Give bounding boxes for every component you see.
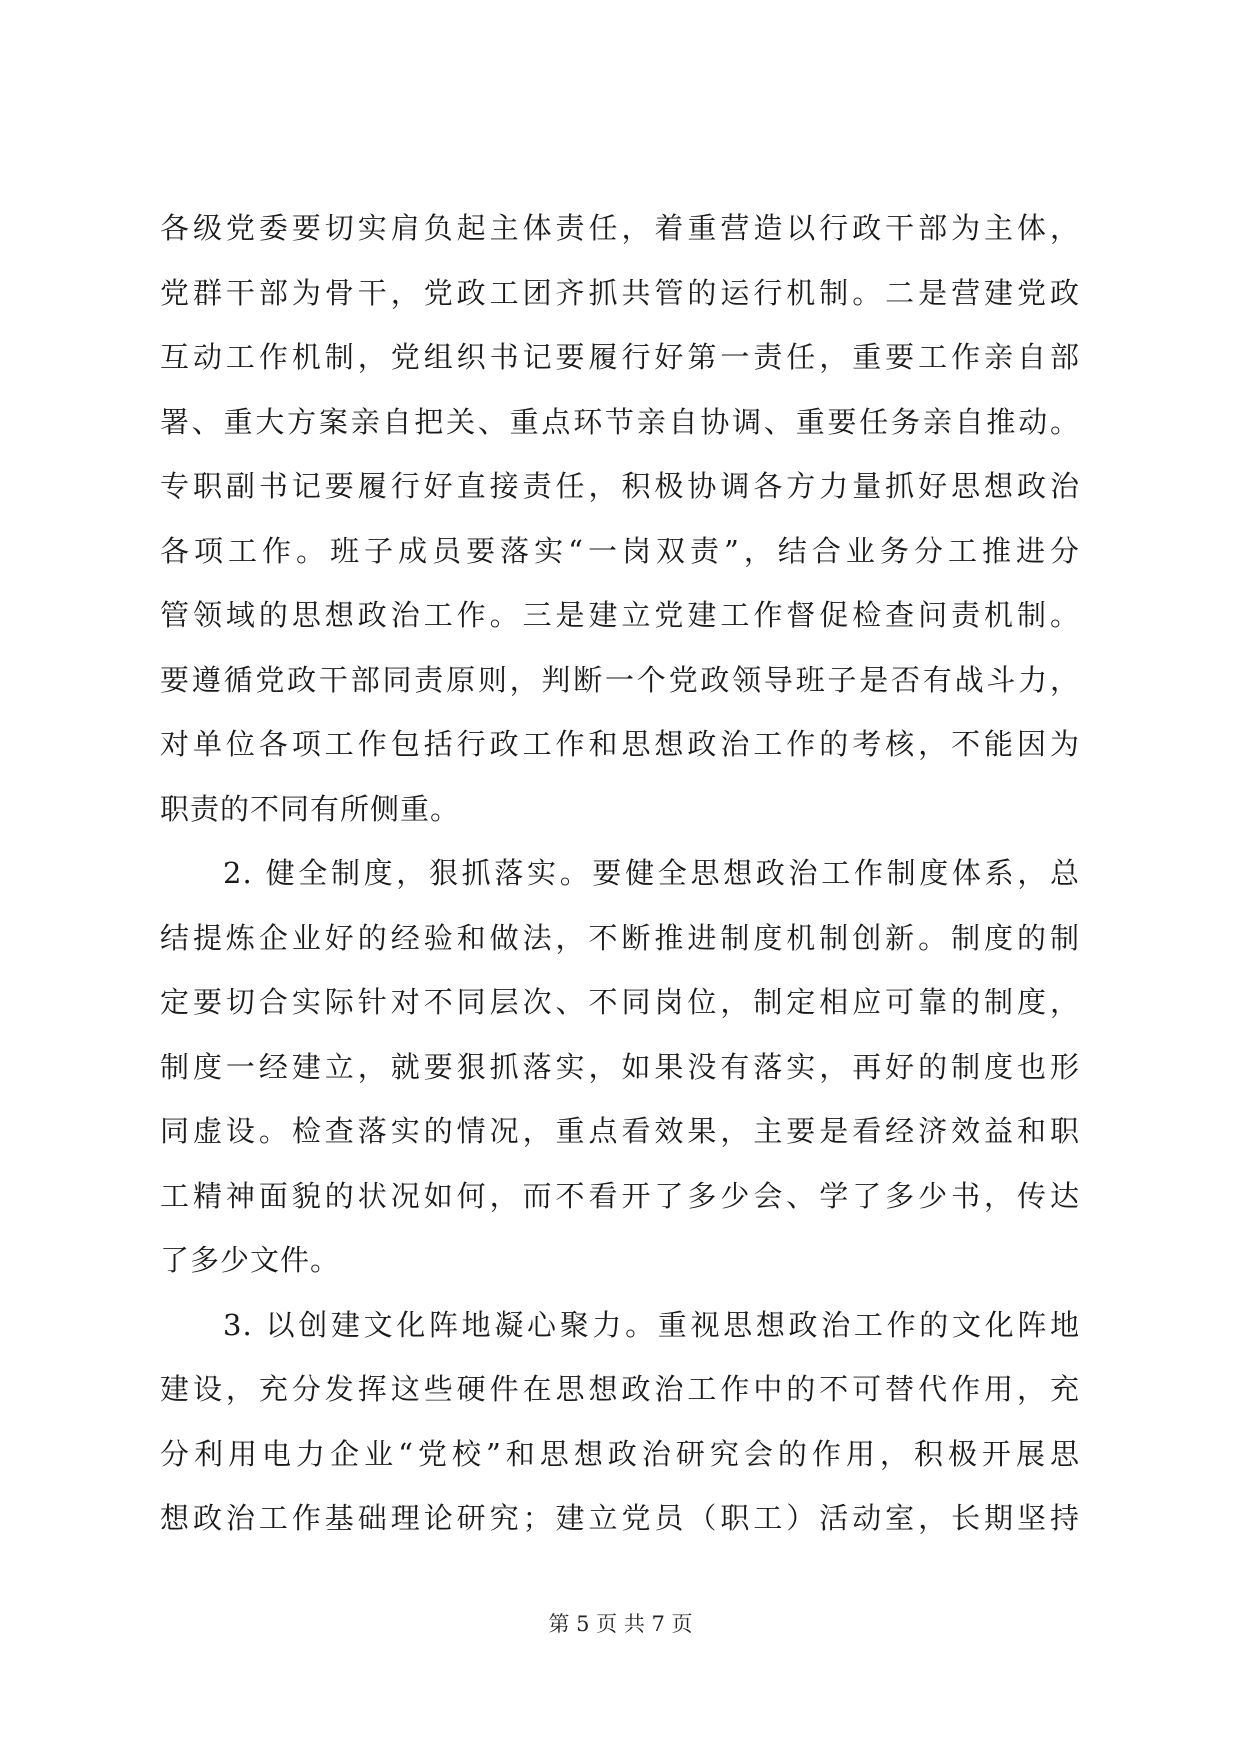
text-line: 对单位各项工作包括行政工作和思想政治工作的考核，不能因为 xyxy=(160,727,1080,761)
text-line: 各级党委要切实肩负起主体责任，着重营造以行政干部为主体， xyxy=(160,211,1080,245)
text-line: 建设，充分发挥这些硬件在思想政治工作中的不可替代作用，充 xyxy=(160,1372,1080,1406)
text-line: 专职副书记要履行好直接责任，积极协调各方力量抓好思想政治 xyxy=(160,469,1080,503)
text-line: 职责的不同有所侧重。 xyxy=(160,791,461,826)
text-line: 制度一经建立，就要狠抓落实，如果没有落实，再好的制度也形 xyxy=(160,1049,1080,1084)
text-line: 分利用电力企业“党校”和思想政治研究会的作用，积极开展思 xyxy=(160,1436,1080,1471)
text-line: 署、重大方案亲自把关、重点环节亲自协调、重要任务亲自推动。 xyxy=(160,404,1080,439)
text-line: 想政治工作基础理论研究；建立党员（职工）活动室，长期坚持 xyxy=(160,1501,1080,1535)
text-line: 管领域的思想政治工作。三是建立党建工作督促检查问责机制。 xyxy=(160,598,1080,632)
page-number-footer: 第 5 页 共 7 页 xyxy=(548,1612,693,1636)
text-line: 定要切合实际针对不同层次、不同岗位，制定相应可靠的制度， xyxy=(160,985,1080,1019)
text-line: 结提炼企业好的经验和做法，不断推进制度机制创新。制度的制 xyxy=(160,920,1080,955)
paragraph-start-line: 2. 健全制度，狠抓落实。要健全思想政治工作制度体系，总 xyxy=(223,856,1080,890)
text-line: 党群干部为骨干，党政工团齐抓共管的运行机制。二是营建党政 xyxy=(160,275,1080,310)
paragraph-start-line: 3. 以创建文化阵地凝心聚力。重视思想政治工作的文化阵地 xyxy=(223,1307,1080,1342)
text-line: 了多少文件。 xyxy=(160,1243,341,1277)
text-line: 工精神面貌的状况如何，而不看开了多少会、学了多少书，传达 xyxy=(160,1178,1080,1213)
text-line: 同虚设。检查落实的情况，重点看效果，主要是看经济效益和职 xyxy=(160,1114,1080,1148)
text-line: 互动工作机制，党组织书记要履行好第一责任，重要工作亲自部 xyxy=(160,340,1080,374)
text-line: 各项工作。班子成员要落实“一岗双责”，结合业务分工推进分 xyxy=(160,533,1080,568)
text-line: 要遵循党政干部同责原则，判断一个党政领导班子是否有战斗力， xyxy=(160,662,1080,697)
document-body xyxy=(160,196,1080,1551)
